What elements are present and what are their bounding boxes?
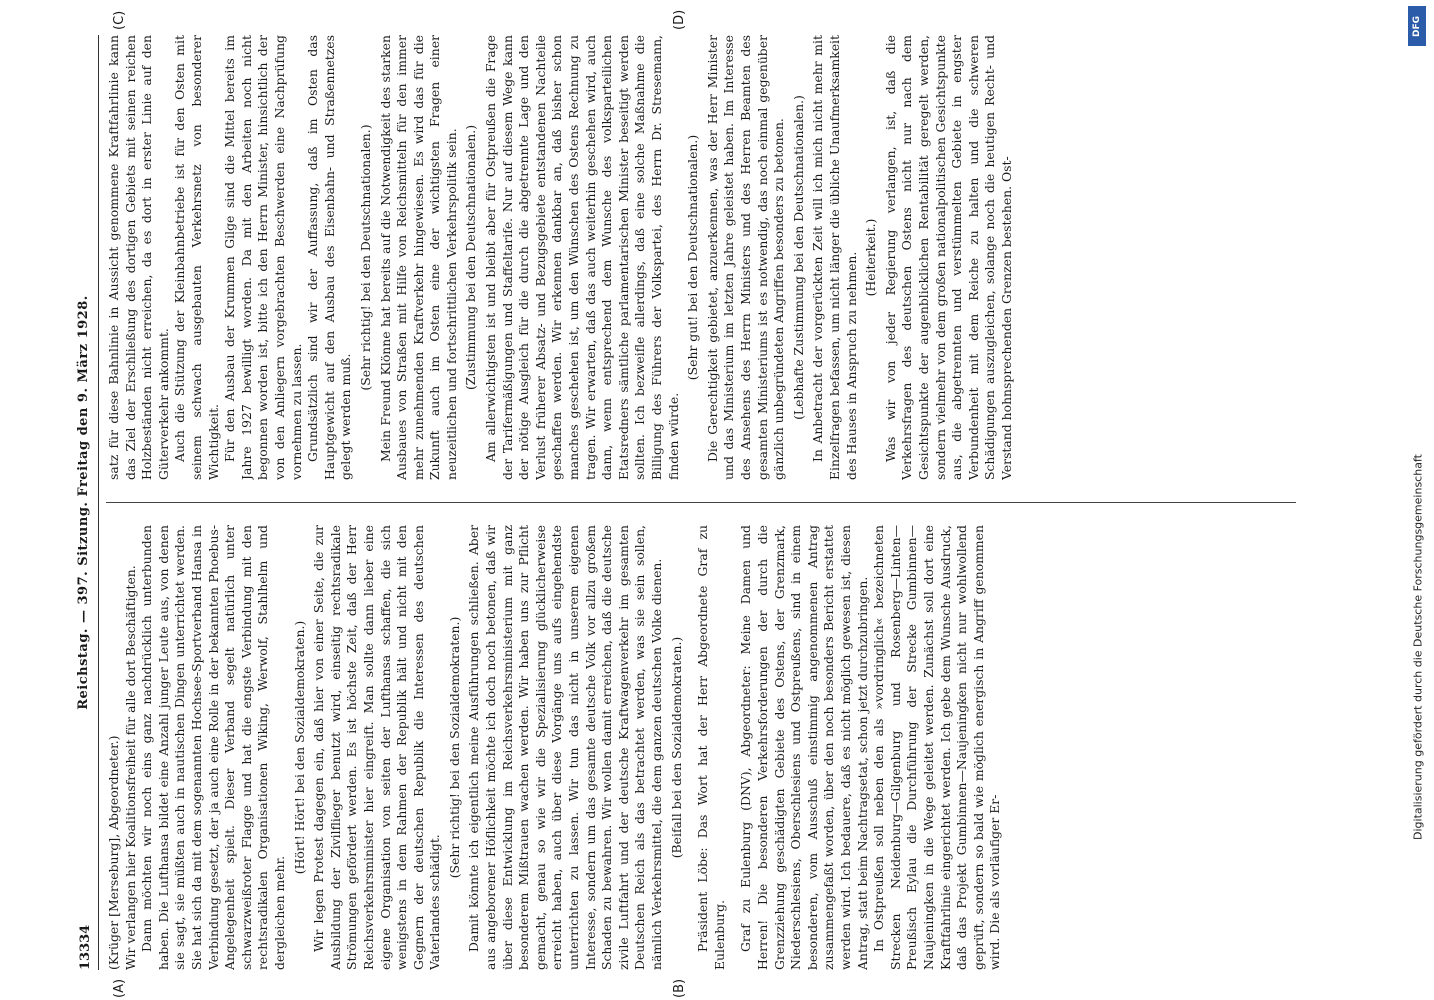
interjection: (Hört! Hört! bei den Sozialdemokraten.) [291, 620, 307, 875]
margin-mark-c: (C) [112, 10, 127, 30]
left-column [106, 525, 1306, 970]
column-divider [106, 502, 1296, 503]
speaker-ref: (Krüger [Merseburg], Abgeordneter.) [106, 735, 121, 970]
interjection: (Lebhafte Zustimmung bei den Deutschnationalen.) [790, 95, 806, 420]
paragraph: In Anbetracht der vorgerückten Zeit will ich mich nicht mehr mit Einzelfragen befassen, um nicht länger die übliche Unaufmerksamkeit des Hauses in Anspruch zu nehmen. [810, 35, 859, 480]
paragraph: Graf zu Eulenburg (DNV), Abgeordneter: Meine Damen und Herren! Die besonderen Verkehrsforderungen der durch die Grenzziehung geschädigten Gebiete des Ostens, der Grenzmark, Niederschlesiens, Oberschlesiens und Ostpreußens, sind in einem besonderen, vom Ausschuß einstimmig angenommenen Antrag zusammengefaßt worden, über den noch besonders Bericht erstattet werden wird. Ich bedauere, daß es nicht möglich gewesen ist, diesen Antrag, statt beim Nachtragsetat, schon jetzt durchzubringen. [738, 525, 870, 970]
paragraph: Für den Ausbau der Krummen Gilge sind die Mittel bereits im Jahre 1927 bewilligt worden. Da mit den Arbeiten noch nicht begonnen worden ist, bitte ich den Herrn Minister, hinsichtlich der von den Anliegern vorgebrachten Beschwerden eine Nachprüfung vornehmen zu lassen. [222, 35, 304, 480]
margin-mark-a: (A) [112, 978, 127, 998]
page-title: Reichstag. — 397. Sitzung. Freitag den 9. März 1928. [76, 295, 91, 710]
paragraph: Auch die Stützung der Kleinbahnbetriebe ist für den Osten mit seinem schwach ausgebauten Verkehrsnetz von besonderer Wichtigkeit. [172, 35, 221, 480]
paragraph: Grundsätzlich sind wir der Auffassung, daß im Osten das Hauptgewicht auf den Ausbau des Eisenbahn- und Straßennetzes gelegt werden muß. [305, 35, 354, 480]
interjection: (Sehr richtig! bei den Sozialdemokraten.) [446, 616, 462, 879]
interjection: (Sehr richtig! bei den Deutschnationalen.) [357, 124, 373, 391]
header-rule [98, 35, 99, 970]
page-number: 13334 [78, 924, 93, 970]
interjection: (Beifall bei den Sozialdemokraten.) [668, 636, 684, 859]
paragraph: Am allerwichtigsten ist und bleibt aber für Ostpreußen die Frage der Tarifermäßigungen und Staffeltarife. Nur auf diesem Wege kann der nötige Ausgleich für die durch die abgetrennte Lage und den Verlust früherer Absatz- und Bezugsgebiete entstandenen Nachteile geschaffen werden. Wir erkennen dankbar an, daß bisher schon manches geschehen ist, um den Wünschen des Ostens Rechnung zu tragen. Wir erwarten, daß das auch weiterhin geschehen wird, auch dann, wenn entsprechend dem Wunsche des volksparteilichen Etatsredners sämtliche parlamentarischen Minister beseitigt werden sollten. Ich bezweifle allerdings, daß eine solche Maßnahme die Billigung des Führers der Volkspartei, des Herrn Dr. Stresemann, finden würde. [483, 35, 681, 480]
interjection: (Heiterkeit.) [863, 218, 879, 297]
margin-mark-d: (D) [672, 9, 687, 30]
interjection: (Sehr gut! bei den Deutschnationalen.) [685, 134, 701, 381]
page-header [72, 35, 100, 970]
margin-mark-b: (B) [672, 978, 687, 998]
right-column [106, 35, 1306, 480]
paragraph: Die Gerechtigkeit gebietet, anzuerkennen, was der Herr Minister und das Ministerium im letzten Jahre geleistet haben. Im Interesse des Ansehens des Herrn Ministers und des Herren Beamten des gesamten Ministeriums ist es notwendig, das noch einmal gegenüber gänzlich unbegründeten Angriffen besonders zu betonen. [704, 35, 787, 480]
paragraph: satz für diese Bahnlinie in Aussicht genommene Kraftfahrlinie kann das Ziel der Erschließung des dortigen Gebiets mit seinen reichen Holzbeständen nicht erreichen, da es dort in erster Linie auf den Güterverkehr ankommt. [106, 35, 171, 480]
paragraph: Wir legen Protest dagegen ein, daß hier von einer Seite, die zur Ausbildung der Zivilflieger benutzt wird, einseitig rechtsradikale Strömungen gefördert werden. Es ist höchste Zeit, daß der Herr Reichsverkehrsminister hier eingreift. Man sollte dann lieber eine eigene Organisation von seiten der Lufthansa schaffen, die sich wenigstens in dem Rahmen der Republik hält und nicht mit den Gegnern der deutschen Republik die Interessen des deutschen Vaterlandes schädigt. [311, 525, 443, 970]
paragraph: Mein Freund Klönne hat bereits auf die Notwendigkeit des starken Ausbaues von Straßen mit Hilfe von Reichsmitteln für den immer mehr zunehmenden Kraftverkehr hingewiesen. Es wird das für die Zukunft auch im Osten eine der wichtigsten Fragen einer neuzeitlichen und fortschrittlichen Verkehrspolitik sein. [377, 35, 459, 480]
paragraph: Damit könnte ich eigentlich meine Ausführungen schließen. Aber aus angeborener Höflichkeit möchte ich doch noch betonen, daß wir über diese Entwicklung im Reichsverkehrsministerium mit ganz besonderem Mißtrauen wachen werden. Wir haben uns zur Pflicht gemacht, genau so wie wir die Spezialisierung glücklicherweise erreicht haben, auch über diese Vorgänge uns aufs eingehendste unterrichten zu lassen. Wir tun das nicht in unserem eigenen Interesse, sondern um das gesamte deutsche Volk vor allzu großem Schaden zu bewahren. Wir wollen damit erreichen, daß die deutsche zivile Luftfahrt und der deutsche Kraftwagenverkehr im gesamten Deutschen Reich als das betrachtet werden, was sie sein sollen, nämlich Verkehrsmittel, die dem ganzen deutschen Volke dienen. [466, 525, 664, 970]
paragraph: Dann möchten wir noch eins ganz nachdrücklich unterbunden haben. Die Lufthansa bildet eine Anzahl junger Leute aus, von denen sie sagt, sie müßten auch in nautischen Dingen unterrichtet werden. Sie hat sich da mit dem sogenannten Hochsee-Sportverband Hansa in Verbindung gesetzt, der ja auch eine Rolle in der bekannten Phoebus-Angelegenheit spielt. Dieser Verband segelt natürlich unter schwarzweißroter Flagge und hat die engste Verbindung mit den rechtsradikalen Organisationen Wiking, Werwolf, Stahlhelm und dergleichen mehr. [139, 525, 287, 970]
dfg-logo: DFG [1408, 6, 1426, 46]
paragraph: Wir verlangen hier Koalitionsfreiheit für alle dort Beschäftigten. [122, 565, 138, 970]
rotated-page [72, 9, 1322, 998]
interjection: (Zustimmung bei den Deutschnationalen.) [463, 124, 479, 391]
paragraph: In Ostpreußen soll neben den als »vordringlich« bezeichneten Strecken Neidenburg—Gilgenburg und Rosenberg—Linten—Preußisch Eylau die Durchführung der Strecke Gumbinnen—Naujeningken in die Wege geleitet werden. Zunächst soll dort eine Kraftfahrlinie eingerichtet werden. Ich gebe dem Wunsche Ausdruck, daß das Projekt Gumbinnen—Naujeningken nicht nur wohlwollend geprüft, sondern so bald wie möglich energisch in Angriff genommen wird. Die als vorläufiger Er- [871, 525, 1003, 970]
president-remark: Präsident Löbe: Das Wort hat der Herr Abgeordnete Graf zu Eulenburg. [695, 525, 727, 970]
paragraph: Was wir von jeder Regierung verlangen, ist, daß die Verkehrsfragen des deutschen Ostens nicht nur nach dem Gesichtspunkte der augenblicklichen Rentabilität geregelt werden, sondern vielmehr von dem großen nationalpolitischen Gesichtspunkte aus, die abgetrennten und verstümmelten Gebiete in engster Verbundenheit mit dem Reiche zu halten und die schweren Schädigungen auszugleichen, solange noch die heutigen Recht- und Verstand hohnsprechenden Grenzen bestehen. Ost- [882, 35, 1014, 480]
digitization-note: Digitalisierung gefördert durch die Deutsche Forschungsgemeinschaft [1411, 454, 1425, 840]
